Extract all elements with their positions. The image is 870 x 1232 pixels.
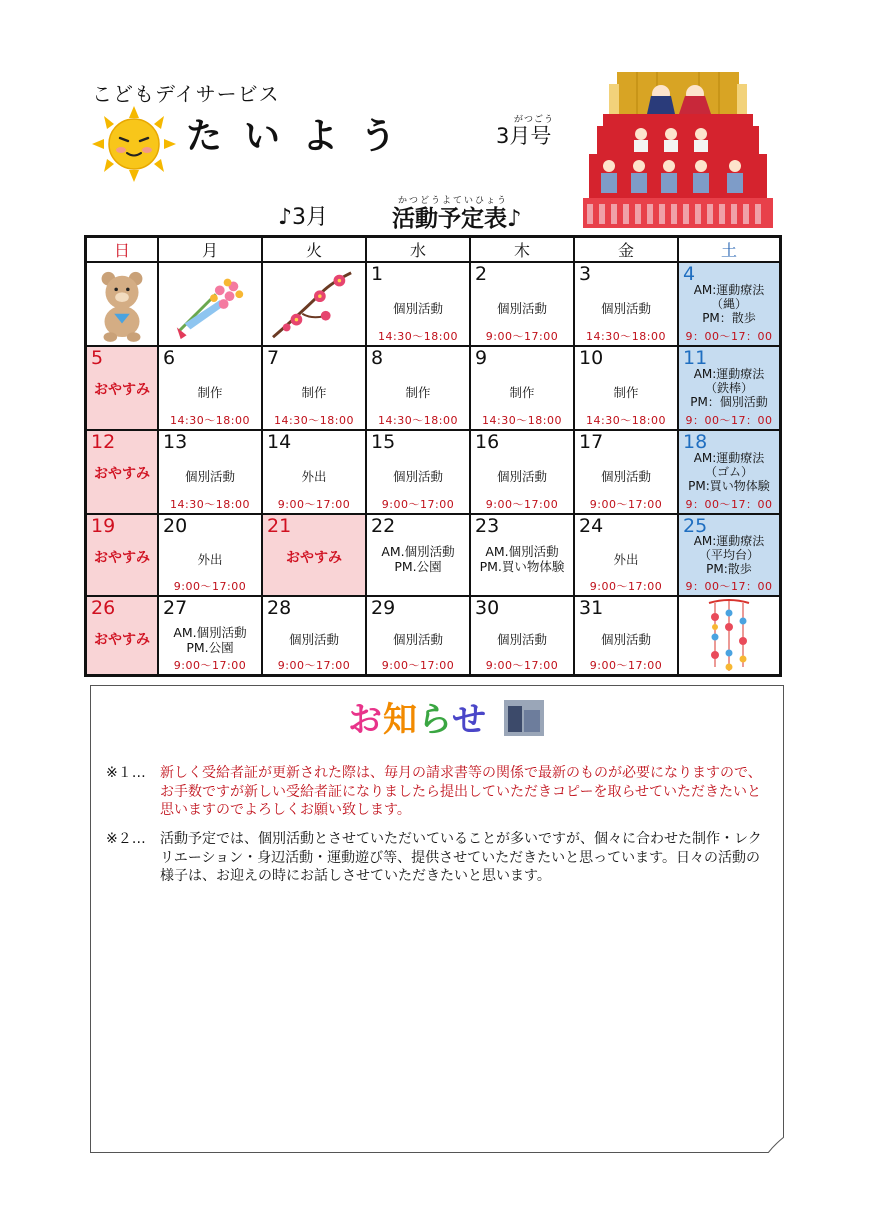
activity-time: 14:30～18:00 bbox=[378, 330, 458, 343]
day-number: 13 bbox=[163, 431, 188, 453]
day-number: 11 bbox=[683, 347, 708, 369]
activity-calendar bbox=[84, 235, 782, 677]
day-number: 31 bbox=[579, 597, 604, 619]
activity-time: 14:30～18:00 bbox=[170, 414, 250, 427]
calendar-day-cell bbox=[575, 515, 679, 597]
activity-text: 外出 bbox=[613, 551, 639, 567]
activity-time: 14:30～18:00 bbox=[586, 330, 666, 343]
calendar-art-cell bbox=[159, 263, 263, 347]
activity-text: 個別活動 bbox=[288, 632, 339, 647]
day-number: 6 bbox=[163, 347, 176, 369]
calendar-day-cell bbox=[263, 515, 367, 597]
calendar-day-cell bbox=[367, 263, 471, 347]
activity-text: 制作 bbox=[301, 384, 327, 400]
calendar-day-cell bbox=[159, 597, 263, 674]
calendar-day-cell bbox=[87, 347, 159, 431]
weekday-header: 木 bbox=[471, 238, 575, 263]
activity-time: 14:30～18:00 bbox=[482, 414, 562, 427]
activity-text: 個別活動 bbox=[600, 468, 651, 484]
issue-number: 3月号 bbox=[496, 124, 552, 148]
activity-text: 個別活動 bbox=[496, 468, 547, 484]
activity-text: 制作 bbox=[197, 384, 223, 400]
activity-time: 14:30～18:00 bbox=[378, 414, 458, 427]
day-number: 3 bbox=[579, 263, 592, 285]
activity-time: 9：00～17：00 bbox=[685, 414, 773, 427]
day-number: 14 bbox=[267, 431, 292, 453]
calendar-day-cell bbox=[367, 431, 471, 515]
calendar-day-cell bbox=[679, 431, 779, 515]
activity-time: 9:00～17:00 bbox=[485, 659, 559, 672]
activity-text: 外出 bbox=[301, 468, 327, 484]
day-number: 9 bbox=[475, 347, 488, 369]
activity-text: 個別活動 bbox=[496, 300, 547, 316]
calendar-day-cell bbox=[263, 431, 367, 515]
activity-text: 制作 bbox=[509, 384, 535, 400]
weekday-header: 火 bbox=[263, 238, 367, 263]
activity-text: AM.個別活動 PM.公園 bbox=[173, 624, 247, 655]
day-number: 25 bbox=[683, 515, 708, 537]
calendar-day-cell bbox=[159, 431, 263, 515]
notice-title-char: お bbox=[348, 700, 383, 740]
notice-title-char: 知 bbox=[383, 700, 418, 740]
activity-time: 9:00～17:00 bbox=[589, 498, 663, 511]
day-number: 4 bbox=[683, 263, 696, 285]
day-number: 19 bbox=[91, 515, 116, 537]
activity-time: 14:30～18:00 bbox=[586, 414, 666, 427]
notice-item-mark: ※１… bbox=[106, 765, 146, 781]
day-number: 16 bbox=[475, 431, 500, 453]
activity-text: 個別活動 bbox=[392, 468, 443, 484]
notice-title-char: せ bbox=[451, 700, 487, 740]
activity-text: AM:運動療法 （ゴム） PM:買い物体験 bbox=[688, 451, 770, 493]
calendar-day-cell bbox=[471, 347, 575, 431]
activity-text: 個別活動 bbox=[600, 632, 651, 647]
hina-dolls-illustration bbox=[583, 70, 773, 228]
calendar-art-cell bbox=[679, 597, 779, 674]
activity-text: AM:運動療法 （鉄棒） PM：個別活動 bbox=[690, 367, 768, 409]
activity-text: AM.個別活動 PM.買い物体験 bbox=[479, 544, 565, 574]
activity-text: 個別活動 bbox=[392, 632, 443, 647]
activity-text: 個別活動 bbox=[496, 632, 547, 647]
calendar-art-cell bbox=[263, 263, 367, 347]
activity-time: 14:30～18:00 bbox=[170, 498, 250, 511]
day-number: 24 bbox=[579, 515, 604, 537]
day-number: 1 bbox=[371, 263, 384, 285]
day-off-label: おやすみ bbox=[94, 382, 150, 398]
day-number: 28 bbox=[267, 597, 292, 619]
weekday-header: 月 bbox=[159, 238, 263, 263]
activity-time: 9：00～17：00 bbox=[685, 330, 773, 343]
calendar-day-cell bbox=[263, 347, 367, 431]
organization-name: こどもデイサービス bbox=[92, 82, 280, 106]
day-off-label: おやすみ bbox=[94, 632, 150, 648]
activity-time: 9:00～17:00 bbox=[173, 580, 247, 593]
calendar-day-cell bbox=[471, 263, 575, 347]
day-off-label: おやすみ bbox=[94, 466, 150, 482]
calendar-day-cell bbox=[471, 515, 575, 597]
newsletter-title: たいよう bbox=[186, 116, 419, 157]
calendar-day-cell bbox=[367, 515, 471, 597]
day-number: 20 bbox=[163, 515, 188, 537]
notice-item bbox=[106, 764, 774, 820]
activity-time: 9：00～17：00 bbox=[685, 498, 773, 511]
day-number: 21 bbox=[267, 515, 292, 537]
activity-time: 9:00～17:00 bbox=[277, 659, 351, 672]
weekday-header: 水 bbox=[367, 238, 471, 263]
activity-time: 9:00～17:00 bbox=[589, 580, 663, 593]
calendar-day-cell bbox=[87, 431, 159, 515]
day-number: 17 bbox=[579, 431, 604, 453]
calendar-day-cell bbox=[159, 515, 263, 597]
activity-time: 14:30～18:00 bbox=[274, 414, 354, 427]
day-number: 23 bbox=[475, 515, 500, 537]
issue-ruby: がつごう bbox=[514, 115, 555, 125]
day-number: 10 bbox=[579, 347, 604, 369]
activity-text: 外出 bbox=[197, 551, 223, 567]
day-number: 2 bbox=[475, 263, 488, 285]
activity-time: 9:00～17:00 bbox=[277, 498, 351, 511]
calendar-day-cell bbox=[159, 347, 263, 431]
day-number: 27 bbox=[163, 597, 188, 619]
day-number: 22 bbox=[371, 515, 396, 537]
day-number: 18 bbox=[683, 431, 708, 453]
activity-time: 9:00～17:00 bbox=[381, 659, 455, 672]
activity-time: 9:00～17:00 bbox=[485, 498, 559, 511]
page-curl-icon bbox=[768, 1137, 784, 1153]
day-number: 7 bbox=[267, 347, 280, 369]
day-number: 12 bbox=[91, 431, 116, 453]
activity-text: AM:運動療法 （縄） PM：散歩 bbox=[693, 283, 765, 325]
day-number: 5 bbox=[91, 347, 104, 369]
calendar-day-cell bbox=[575, 597, 679, 674]
activity-text: 個別活動 bbox=[392, 300, 443, 316]
activity-time: 9:00～17:00 bbox=[381, 498, 455, 511]
day-off-label: おやすみ bbox=[94, 550, 150, 566]
notice-box bbox=[90, 685, 784, 1153]
activity-time: 9:00～17:00 bbox=[485, 330, 559, 343]
weekday-header: 土 bbox=[679, 238, 779, 263]
notice-item bbox=[106, 830, 774, 886]
activity-text: AM.個別活動 PM.公園 bbox=[381, 544, 455, 574]
calendar-day-cell bbox=[471, 431, 575, 515]
calendar-day-cell bbox=[367, 597, 471, 674]
calendar-subtitle: ♪3月 bbox=[278, 205, 329, 230]
sun-icon bbox=[86, 104, 182, 184]
notice-title-char: ら bbox=[418, 700, 452, 740]
calendar-day-cell bbox=[679, 263, 779, 347]
activity-time: 9:00～17:00 bbox=[589, 659, 663, 672]
day-number: 26 bbox=[91, 597, 116, 619]
notice-item-text: 新しく受給者証が更新された際は、毎月の請求書等の関係で最新のものが必要になりますので、お手数ですが新しい受給者証になりましたら提出していただきコピーを取らせていただきたいと思いますのでよろしくお願い致します。 bbox=[160, 765, 762, 818]
calendar-title-ruby: かつどうよていひょう bbox=[398, 196, 509, 206]
day-number: 8 bbox=[371, 347, 384, 369]
notice-title bbox=[348, 692, 487, 741]
activity-text: 個別活動 bbox=[184, 468, 235, 484]
calendar-day-cell bbox=[471, 597, 575, 674]
calendar-day-cell bbox=[575, 347, 679, 431]
calendar-day-cell bbox=[575, 431, 679, 515]
activity-text: AM:運動療法 （平均台） PM:散歩 bbox=[693, 534, 765, 576]
activity-time: 9：00～17：00 bbox=[685, 580, 773, 593]
activity-text: 制作 bbox=[613, 384, 639, 400]
day-number: 15 bbox=[371, 431, 396, 453]
notice-photo-icon bbox=[502, 698, 546, 738]
activity-time: 9:00～17:00 bbox=[173, 659, 247, 672]
activity-text: 制作 bbox=[405, 384, 431, 400]
notice-item-text: 活動予定では、個別活動とさせていただいていることが多いですが、個々に合わせた制作・レクリエーション・身辺活動・運動遊び等、提供させていただきたいと思っています。日々の活動の様子は、お迎えの時にお話しさせていただきたいと思います。 bbox=[160, 831, 762, 884]
day-number: 29 bbox=[371, 597, 396, 619]
calendar-day-cell bbox=[263, 597, 367, 674]
calendar-day-cell bbox=[367, 347, 471, 431]
notice-item-mark: ※２… bbox=[106, 831, 146, 847]
calendar-title: 活動予定表♪ bbox=[392, 206, 522, 232]
weekday-header: 金 bbox=[575, 238, 679, 263]
activity-text: 個別活動 bbox=[600, 300, 651, 316]
weekday-header: 日 bbox=[87, 238, 159, 263]
calendar-day-cell bbox=[87, 597, 159, 674]
calendar-day-cell bbox=[575, 263, 679, 347]
calendar-art-cell bbox=[87, 263, 159, 347]
calendar-day-cell bbox=[679, 347, 779, 431]
day-off-label: おやすみ bbox=[286, 550, 342, 566]
calendar-day-cell bbox=[87, 515, 159, 597]
calendar-day-cell bbox=[679, 515, 779, 597]
day-number: 30 bbox=[475, 597, 500, 619]
